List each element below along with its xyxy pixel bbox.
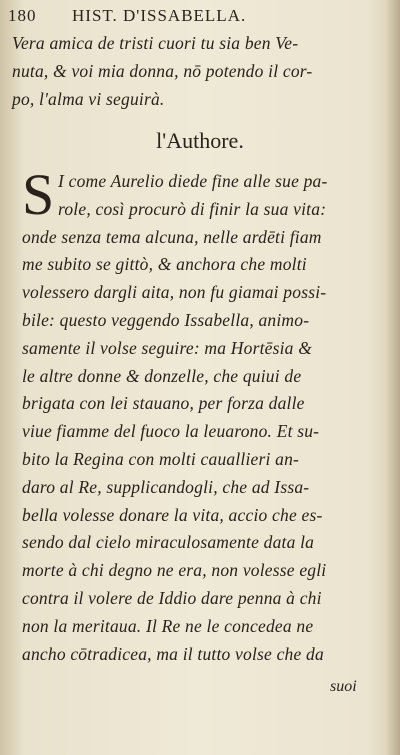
text-line: daro al Re, supplicandogli, che ad Issa-: [22, 476, 310, 497]
page-number: 180: [8, 6, 37, 25]
text-line: bile: questo veggendo Issabella, animo-: [22, 309, 310, 330]
text-line: Vera amica de tristi cuori tu sia ben Ve-: [12, 33, 299, 53]
text-line: role, così procurò di finir la sua vita:: [58, 198, 327, 219]
running-title: HIST. D'ISSABELLA.: [72, 6, 247, 25]
text-line: nuta, & voi mia donna, nō potendo il cor-: [12, 60, 313, 81]
catchword: suoi: [330, 678, 357, 695]
page-header: [8, 6, 388, 28]
text-line: brigata con lei stauano, per forza dalle: [22, 393, 305, 414]
text-line: po, l'alma vi seguirà.: [12, 88, 165, 109]
text-line: non la meritaua. Il Re ne le concedea ne: [22, 615, 314, 636]
text-line: onde senza tema alcuna, nelle ardēti fiam: [22, 226, 322, 247]
body-paragraph: [22, 162, 370, 668]
section-title: l'Authore.: [156, 128, 244, 153]
text-line: ancho cōtradicea, ma il tutto volse che da: [22, 643, 324, 664]
text-line: bella volesse donare la vita, accio che es-: [22, 504, 323, 525]
text-line: samente il volse seguire: ma Hortēsia &: [22, 337, 313, 358]
top-paragraph: [12, 30, 372, 113]
text-line: morte à chi degno ne era, non volesse egli: [22, 560, 327, 581]
text-line: sendo dal cielo miraculosamente data la: [22, 532, 315, 553]
text-line: le altre donne & donzelle, che quiui de: [22, 365, 302, 386]
drop-cap: S: [22, 162, 55, 227]
page-edge-shadow: [386, 0, 400, 755]
text-line: volessero dargli aita, non fu giamai possi-: [22, 282, 327, 303]
text-line: bito la Regina con molti cauallieri an-: [22, 448, 300, 469]
text-line: contra il volere de Iddio dare penna à chi: [22, 587, 322, 608]
text-line: I come Aurelio diede fine alle sue pa-: [58, 171, 328, 191]
text-line: viue fiamme del fuoco la leuarono. Et su-: [22, 421, 320, 442]
text-line: me subito se gittò, & anchora che molti: [22, 254, 307, 275]
